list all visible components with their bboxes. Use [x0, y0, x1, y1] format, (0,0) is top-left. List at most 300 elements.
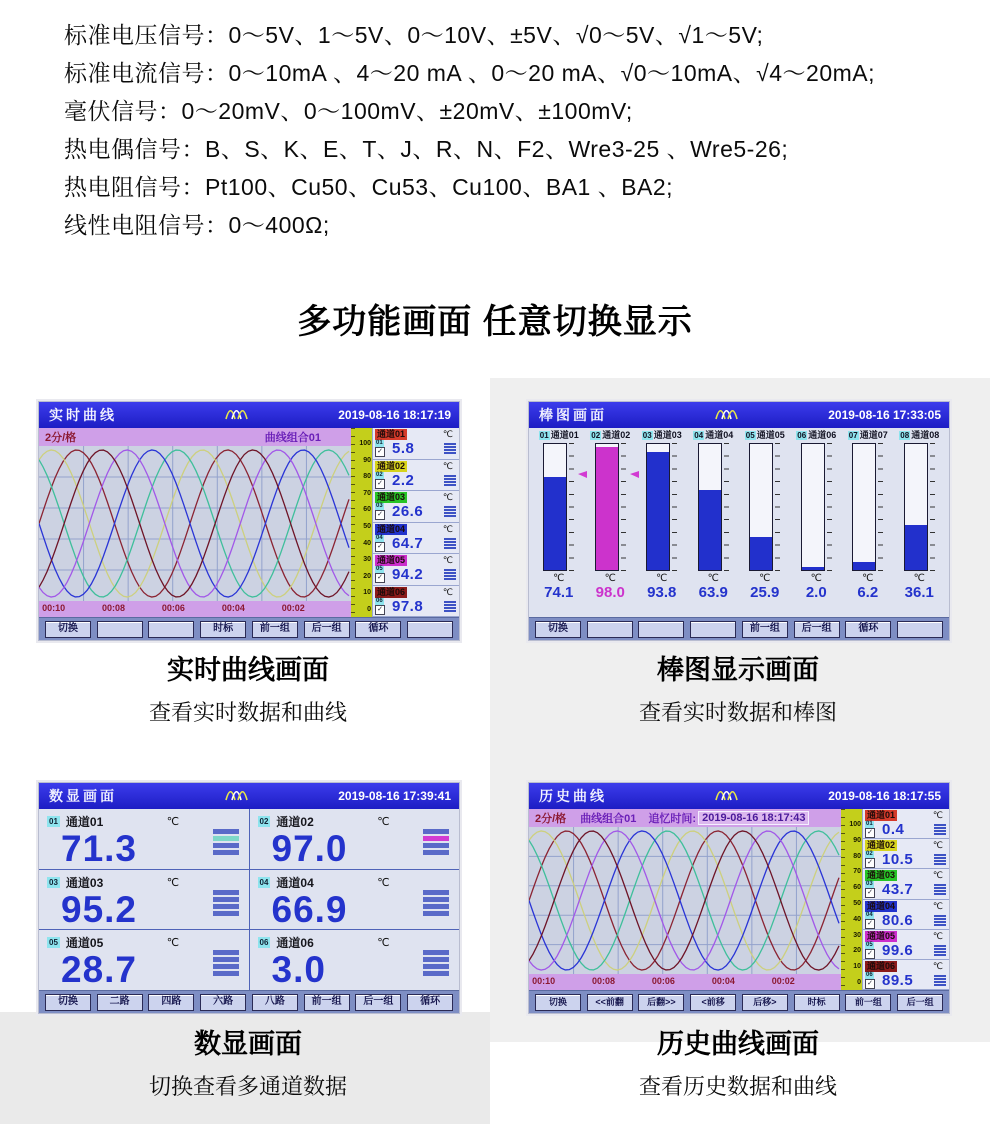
spec-list: [64, 16, 875, 244]
channel-checkbox[interactable]: ✓: [375, 447, 385, 457]
curve-channel-6: [39, 450, 349, 597]
channel-header: [375, 492, 457, 503]
channel-checkbox[interactable]: ✓: [865, 979, 875, 989]
channel-checkbox[interactable]: ✓: [375, 510, 385, 520]
channel-checkbox[interactable]: ✓: [865, 828, 875, 838]
channel-header: [865, 931, 947, 942]
bar-graph-screen: [528, 401, 950, 641]
bar-value: 36.1: [904, 584, 934, 601]
channel-name: 通道01: [550, 430, 579, 440]
bar-unit: ℃: [913, 573, 925, 584]
channel-value: 10.5: [882, 851, 914, 869]
channel-value: 0.4: [882, 821, 905, 838]
time-per-div-label: 2分/格: [45, 432, 77, 444]
panel-button[interactable]: 四路: [148, 994, 194, 1011]
panel-button[interactable]: 切换: [45, 621, 91, 638]
channel-unit: ℃: [442, 492, 453, 502]
panel-button[interactable]: 切换: [535, 621, 581, 638]
channel-header: [865, 810, 947, 821]
channel-value-row: [865, 851, 947, 868]
channel-name: 通道08: [911, 430, 940, 440]
history-curve-plot: [529, 827, 841, 974]
channel-checkbox[interactable]: ✓: [375, 573, 385, 583]
panel-button[interactable]: 二路: [97, 994, 143, 1011]
bar-channel: [535, 429, 583, 617]
realtime-curve-plot: [39, 446, 351, 601]
channel-name-badge: 通道02: [867, 840, 896, 851]
panel-button[interactable]: 循环: [355, 621, 401, 638]
channel-number-badge: 03: [49, 877, 58, 887]
channel-controls: [865, 851, 878, 868]
bar-channel-label: [539, 429, 579, 442]
panel-button[interactable]: 时标: [794, 994, 840, 1011]
scale-tick-label: 40: [363, 539, 371, 547]
channel-number-badge: 04: [694, 431, 704, 440]
channel-item: [373, 586, 459, 618]
bar-outline: [543, 443, 567, 571]
bar-unit: ℃: [810, 573, 822, 584]
spec-value: 0～10mA 、4～20 mA 、0～20 mA、√0～10mA、√4～20mA;: [228, 60, 876, 86]
channel-name: 通道04: [705, 430, 734, 440]
channel-value: 94.2: [392, 566, 424, 583]
timestamp: 2019-08-16 17:39:41: [338, 789, 451, 803]
bar-channel-label: [796, 429, 836, 442]
panel-button[interactable]: 后一组: [355, 994, 401, 1011]
channel-value: 28.7: [61, 949, 138, 990]
channel-unit: ℃: [932, 840, 943, 851]
curve-group-label: 曲线组合01: [580, 813, 637, 825]
channel-controls: [375, 440, 388, 457]
channel-unit: ℃: [377, 876, 390, 889]
channel-unit: ℃: [932, 900, 943, 911]
bar-outline: [801, 443, 825, 571]
channel-menu-icon: [934, 884, 946, 895]
channel-unit: ℃: [166, 937, 180, 950]
bar-channel-label: [693, 429, 733, 442]
channel-menu-icon: [444, 506, 456, 517]
channel-item: [863, 839, 949, 869]
bar-channel-label: [848, 429, 888, 442]
channel-item: [373, 554, 459, 586]
channel-name: 通道01: [65, 815, 104, 829]
spec-label: 热电阻信号：: [64, 174, 205, 200]
panel-button[interactable]: 八路: [252, 994, 298, 1011]
curve-group-label: 曲线组合01: [264, 432, 321, 444]
channel-header: [375, 587, 457, 598]
channel-checkbox[interactable]: ✓: [865, 858, 875, 868]
channel-header: [865, 840, 947, 851]
spec-value: 0～20mV、0～100mV、±20mV、±100mV;: [181, 98, 633, 124]
bar-area: [646, 443, 677, 571]
channel-unit: ℃: [377, 937, 390, 950]
channel-value: 97.8: [392, 597, 424, 615]
panel-button[interactable]: 后一组: [794, 621, 840, 638]
time-tick-label: 00:08: [592, 976, 616, 986]
channel-value: 5.8: [392, 440, 415, 457]
bar-unit: ℃: [604, 573, 616, 584]
channel-value-row: [865, 972, 947, 989]
bar-area: [595, 443, 626, 571]
bar-tick-scale: [672, 443, 677, 571]
digital-channel-cell: [39, 809, 249, 869]
button-bar: [529, 617, 949, 640]
caption-realtime: [38, 648, 458, 727]
bar-value: 63.9: [698, 584, 728, 601]
channel-unit: ℃: [442, 523, 453, 534]
channel-header: [865, 961, 947, 972]
channel-menu-icon: [213, 829, 239, 855]
bar-tick-scale: [930, 443, 935, 571]
bar-channel: [638, 429, 686, 617]
panel-button[interactable]: [148, 621, 194, 638]
channel-menu-icon: [934, 945, 946, 956]
bar-tick-scale: [827, 443, 832, 571]
time-tick-label: 00:10: [42, 603, 66, 613]
channel-menu-icon: [444, 538, 456, 549]
bar-fill: [544, 477, 566, 570]
curve-channel-4: [39, 450, 349, 597]
channel-value: 95.2: [61, 888, 138, 930]
channel-controls: [375, 598, 388, 615]
time-tick-label: 00:06: [651, 976, 675, 986]
scale-tick-label: 60: [853, 884, 861, 892]
caption-bars: [528, 648, 948, 727]
bar-channel-label: [590, 429, 630, 442]
channel-value: 64.7: [392, 534, 424, 552]
screen-title: 数显画面: [49, 788, 117, 804]
caption-subtitle: 查看实时数据和曲线: [148, 700, 347, 725]
channel-item: [863, 900, 949, 930]
bar-channel-label: [642, 429, 682, 442]
bar-outline: [698, 443, 722, 571]
channel-number-badge: 07: [848, 431, 858, 440]
channel-value: 43.7: [882, 881, 914, 899]
channel-item: [373, 428, 459, 460]
channel-name: 通道07: [859, 430, 888, 440]
time-tick-label: 00:02: [281, 603, 305, 613]
channel-controls: [865, 942, 878, 959]
channel-list: [862, 809, 949, 990]
channel-item: [863, 809, 949, 839]
bar-channel-label: [899, 429, 939, 442]
channel-number-badge: 03: [866, 881, 873, 888]
button-bar: [39, 617, 459, 640]
channel-controls: [865, 881, 878, 898]
channel-number-badge: 04: [866, 911, 873, 918]
realtime-curve-screen: [38, 401, 460, 641]
channel-menu-icon: [423, 950, 449, 976]
recall-time-value[interactable]: 2019-08-16 18:17:43: [698, 811, 809, 825]
spec-line: [64, 206, 875, 244]
scale-tick-label: 100: [849, 821, 861, 828]
timestamp: 2019-08-16 18:17:55: [828, 789, 941, 803]
caption-title: 历史曲线画面: [657, 1029, 819, 1059]
bar-fill: [647, 452, 669, 570]
channel-unit: ℃: [377, 816, 390, 828]
bar-unit: ℃: [862, 573, 874, 584]
panel-button[interactable]: [897, 621, 943, 638]
time-axis: [529, 974, 841, 990]
channel-number-badge: 02: [866, 851, 873, 858]
channel-header: [865, 870, 947, 881]
bar-fill: [596, 447, 618, 570]
channel-controls: [375, 535, 388, 552]
bar-area: [698, 443, 729, 571]
bar-tick-scale: [621, 443, 626, 571]
panel-button[interactable]: 前一组: [252, 621, 298, 638]
caption-title: 数显画面: [194, 1029, 302, 1059]
channel-value: 97.0: [271, 828, 348, 869]
channel-number-badge: 05: [49, 938, 58, 948]
bar-unit: ℃: [656, 573, 668, 584]
alarm-marker-icon: [630, 471, 639, 478]
bar-value: 2.0: [805, 584, 827, 601]
digital-display-screen: [38, 782, 460, 1014]
bar-fill: [853, 562, 875, 570]
bar-channel: [586, 429, 634, 617]
channel-number-badge: 02: [259, 817, 269, 826]
channel-name-badge: 通道01: [867, 810, 896, 820]
channel-menu-icon: [423, 829, 449, 855]
channel-value: 71.3: [61, 828, 138, 869]
time-tick-label: 00:04: [221, 603, 245, 613]
bar-outline: [852, 443, 876, 571]
channel-name-badge: 通道04: [867, 900, 896, 911]
bar-channel-label: [745, 429, 785, 442]
channel-controls: [865, 912, 878, 929]
spec-value: 0～5V、1～5V、0～10V、±5V、√0～5V、√1～5V;: [228, 22, 764, 48]
channel-controls: [375, 472, 388, 489]
scale-tick-label: 20: [363, 572, 371, 580]
channel-name-badge: 通道02: [377, 460, 406, 471]
panel-button[interactable]: 后移>: [742, 994, 788, 1011]
spec-label: 毫伏信号：: [64, 98, 182, 124]
channel-number-badge: 03: [376, 503, 383, 509]
channel-unit: ℃: [442, 429, 453, 439]
curve-channel-3: [39, 450, 349, 597]
channel-value-row: [375, 598, 457, 615]
channel-value-row: [375, 503, 457, 520]
channel-value-row: [865, 881, 947, 898]
scale-tick-label: 10: [363, 589, 371, 597]
bar-fill: [905, 525, 927, 570]
button-bar: [529, 990, 949, 1013]
channel-number-badge: 01: [539, 431, 549, 440]
spec-value: Pt100、Cu50、Cu53、Cu100、BA1 、BA2;: [205, 174, 674, 200]
channel-name-badge: 通道05: [377, 555, 406, 565]
channel-number-badge: 05: [745, 431, 755, 440]
bar-outline: [904, 443, 928, 571]
bar-tick-scale: [878, 443, 883, 571]
scale-tick-label: 30: [363, 556, 371, 564]
channel-menu-icon: [444, 601, 456, 612]
channel-list: [372, 428, 459, 617]
channel-item: [863, 960, 949, 990]
screen-title: 历史曲线: [539, 788, 607, 804]
timestamp: 2019-08-16 17:33:05: [828, 408, 941, 422]
channel-value-row: [375, 440, 457, 457]
panel-button[interactable]: [638, 621, 684, 638]
channel-number-badge: 05: [376, 566, 383, 572]
curve-channel-1: [529, 831, 839, 970]
channel-value: 2.2: [392, 471, 415, 489]
panel-button[interactable]: 后一组: [897, 994, 943, 1011]
time-tick-label: 00:06: [161, 603, 185, 613]
panel-button[interactable]: 后一组: [304, 621, 350, 638]
panel-button[interactable]: 循环: [407, 994, 453, 1011]
channel-header: [375, 429, 457, 440]
channel-header: [375, 461, 457, 472]
channel-checkbox[interactable]: ✓: [375, 479, 385, 489]
titlebar: [39, 783, 459, 809]
bar-fill: [802, 567, 824, 570]
panel-button[interactable]: [407, 621, 453, 638]
channel-checkbox[interactable]: ✓: [375, 542, 385, 552]
bar-channel: [844, 429, 892, 617]
scale-tick-label: 80: [853, 852, 861, 860]
bar-area: [749, 443, 780, 571]
bar-value: 25.9: [750, 584, 780, 601]
channel-value-row: [865, 912, 947, 929]
channel-menu-icon: [934, 915, 946, 926]
panel-button[interactable]: 前一组: [304, 994, 350, 1011]
scale-tick-label: 70: [853, 868, 861, 876]
recall-time-label: 追忆时间:: [648, 813, 697, 825]
scale-tick-label: 0: [367, 605, 371, 613]
channel-number-badge: 08: [900, 431, 910, 440]
panel-button[interactable]: [97, 621, 143, 638]
panel-button[interactable]: 后翻>>: [638, 994, 684, 1011]
caption-subtitle: 查看实时数据和棒图: [638, 700, 837, 725]
channel-menu-icon: [444, 475, 456, 486]
channel-unit: ℃: [442, 555, 453, 565]
titlebar: [39, 402, 459, 428]
panel-button[interactable]: 前一组: [742, 621, 788, 638]
bar-area: [904, 443, 935, 571]
channel-unit: ℃: [932, 960, 943, 971]
panel-button[interactable]: 前一组: [845, 994, 891, 1011]
value-scale: [351, 428, 372, 617]
channel-unit: ℃: [442, 586, 453, 597]
bar-channel: [741, 429, 789, 617]
curve-channel-2: [529, 831, 839, 970]
bar-area: [852, 443, 883, 571]
curve-channel-3: [529, 831, 839, 970]
brand-wave-icon: [714, 407, 740, 421]
spec-label: 线性电阻信号：: [64, 212, 229, 238]
titlebar: [529, 402, 949, 428]
caption-title: 实时曲线画面: [167, 655, 329, 685]
channel-controls: [375, 503, 388, 520]
scale-tick-label: 90: [363, 456, 371, 464]
digital-channel-cell: [39, 930, 249, 990]
bar-fill: [750, 537, 772, 570]
channel-name-badge: 通道01: [377, 429, 406, 439]
bar-outline: [595, 443, 619, 571]
panel-button[interactable]: [587, 621, 633, 638]
time-tick-label: 00:08: [102, 603, 126, 613]
digital-grid: [39, 809, 459, 990]
digital-channel-cell: [250, 930, 460, 990]
channel-value: 80.6: [882, 911, 914, 929]
channel-checkbox[interactable]: ✓: [865, 919, 875, 929]
curve-channel-5: [529, 831, 839, 970]
button-bar: [39, 990, 459, 1013]
digital-channel-cell: [250, 870, 460, 930]
panel-button[interactable]: 循环: [845, 621, 891, 638]
panel-button[interactable]: <前移: [690, 994, 736, 1011]
channel-number-badge: 02: [376, 471, 383, 478]
curve-channel-2: [39, 450, 349, 597]
panel-button[interactable]: 切换: [45, 994, 91, 1011]
channel-number-badge: 01: [376, 440, 383, 446]
channel-name-badge: 通道06: [867, 960, 896, 971]
brand-wave-icon: [224, 788, 250, 802]
bar-value: 6.2: [857, 584, 879, 601]
channel-number-badge: 03: [642, 431, 652, 440]
channel-name-badge: 通道04: [377, 523, 406, 534]
channel-menu-icon: [444, 443, 456, 454]
scale-tick-label: 30: [853, 931, 861, 939]
channel-value-row: [865, 821, 947, 838]
channel-unit: ℃: [166, 816, 180, 828]
panel-button[interactable]: 切换: [535, 994, 581, 1011]
alarm-marker-icon: [578, 471, 587, 478]
panel-button[interactable]: [690, 621, 736, 638]
channel-menu-icon: [213, 950, 239, 976]
channel-name: 通道05: [65, 936, 104, 951]
spec-line: [64, 16, 875, 54]
channel-number-badge: 02: [591, 431, 601, 440]
panel-button[interactable]: 六路: [200, 994, 246, 1011]
time-axis: [39, 601, 351, 617]
channel-checkbox[interactable]: ✓: [865, 949, 875, 959]
channel-number-badge: 05: [866, 941, 873, 948]
bar-value: 74.1: [544, 584, 574, 601]
channel-name: 通道02: [602, 430, 631, 440]
panel-button[interactable]: 时标: [200, 621, 246, 638]
bar-channel: [895, 429, 943, 617]
spec-label: 标准电压信号：: [64, 22, 229, 48]
bar-tick-scale: [569, 443, 574, 571]
channel-checkbox[interactable]: ✓: [375, 605, 385, 615]
channel-checkbox[interactable]: ✓: [865, 888, 875, 898]
scale-tick-label: 80: [363, 473, 371, 481]
channel-number-badge: 06: [797, 431, 807, 440]
brand-wave-icon: [224, 407, 250, 421]
channel-value: 66.9: [271, 888, 348, 930]
panel-button[interactable]: <<前翻: [587, 994, 633, 1011]
channel-value: 3.0: [271, 949, 326, 990]
caption-title: 棒图显示画面: [657, 655, 819, 685]
bar-outline: [749, 443, 773, 571]
channel-name-badge: 通道05: [867, 930, 896, 941]
spec-value: 0～400Ω;: [228, 212, 330, 238]
time-per-div-label: 2分/格: [535, 813, 567, 825]
channel-value: 26.6: [392, 503, 424, 520]
value-scale: [841, 809, 862, 990]
channel-menu-icon: [423, 890, 449, 916]
scale-tick-label: 50: [363, 522, 371, 530]
channel-name: 通道06: [276, 936, 314, 951]
bar-channel: [792, 429, 840, 617]
spec-label: 热电偶信号：: [64, 136, 205, 162]
scale-tick-label: 10: [853, 963, 861, 971]
channel-item: [373, 460, 459, 492]
bar-unit: ℃: [759, 573, 771, 584]
bar-fill: [699, 490, 721, 571]
time-tick-label: 00:04: [711, 976, 735, 986]
